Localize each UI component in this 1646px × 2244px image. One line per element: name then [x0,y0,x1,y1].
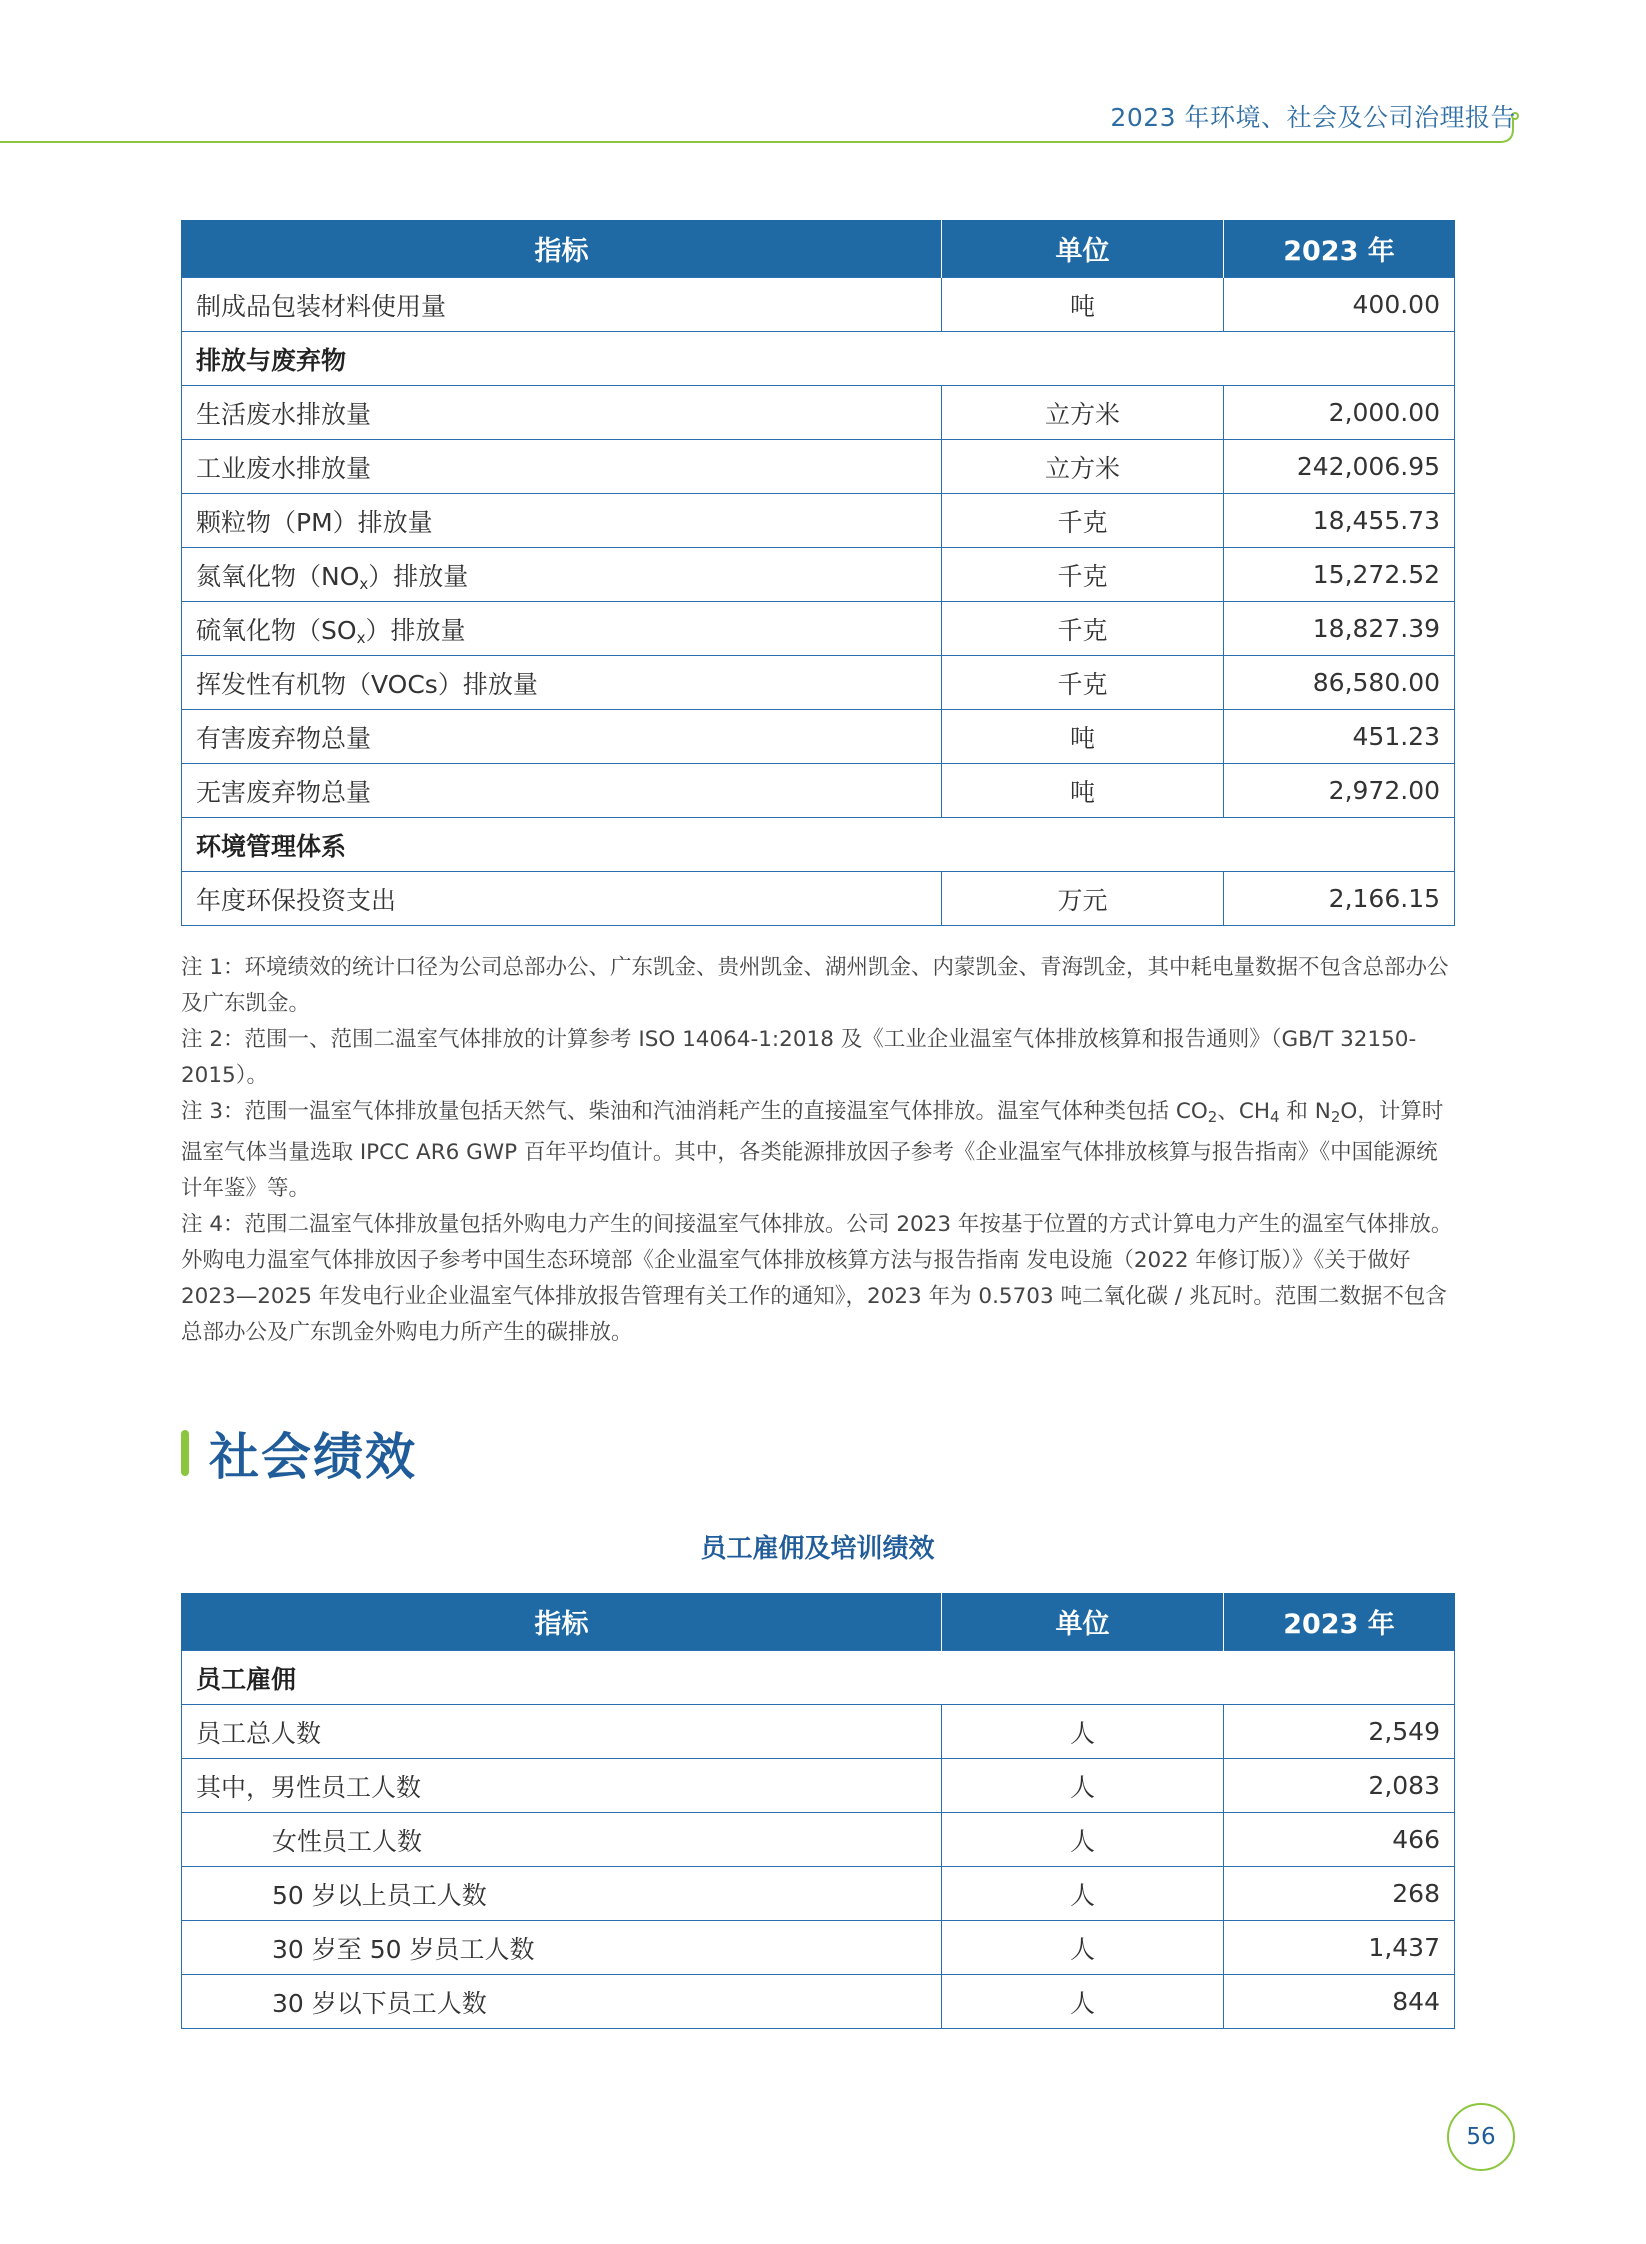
header-indicator: 指标 [182,220,942,278]
section-label: 环境管理体系 [182,818,1455,872]
environment-table [181,220,1455,926]
header-unit: 单位 [942,220,1224,278]
table-header-row [182,220,1455,278]
header-decoration [0,0,1646,170]
row-value: 2,000.00 [1224,386,1455,440]
section-heading [181,1425,417,1486]
row-unit: 吨 [942,710,1224,764]
row-label: 30 岁以下员工人数 [182,1975,942,2029]
table-row [182,1975,1455,2029]
table-row [182,872,1455,926]
row-value: 242,006.95 [1224,440,1455,494]
row-unit: 吨 [942,764,1224,818]
row-unit: 人 [942,1759,1224,1813]
row-unit: 千克 [942,494,1224,548]
row-label: 生活废水排放量 [182,386,942,440]
table-row [182,710,1455,764]
row-label: 颗粒物（PM）排放量 [182,494,942,548]
table-row [182,764,1455,818]
section-row [182,818,1455,872]
row-label: 有害废弃物总量 [182,710,942,764]
row-value: 844 [1224,1975,1455,2029]
row-value: 2,083 [1224,1759,1455,1813]
report-title: 2023 年环境、社会及公司治理报告 [1110,103,1516,132]
row-value: 2,972.00 [1224,764,1455,818]
note-4: 注 4：范围二温室气体排放量包括外购电力产生的间接温室气体排放。公司 2023 年按基于位置的方式计算电力产生的温室气体排放。外购电力温室气体排放因子参考中国生态环境部《企业温室气体排放核算方法与报告指南 发电设施（2022 年修订版）》《关于做好 2023—2025 年发电行业企业温室气体排放报告管理有关工作的通知》，2023 年为 0.5703 吨二氧化碳 / 兆瓦时。范围二数据不包含总部办公及广东凯金外购电力所产生的碳排放。 [181,1212,1453,1345]
row-unit: 人 [942,1921,1224,1975]
row-unit: 千克 [942,602,1224,656]
row-unit: 千克 [942,656,1224,710]
table-row [182,1921,1455,1975]
row-label: 女性员工人数 [182,1813,942,1867]
row-value: 1,437 [1224,1921,1455,1975]
table-row [182,656,1455,710]
table-row [182,386,1455,440]
note-2: 注 2：范围一、范围二温室气体排放的计算参考 ISO 14064-1:2018 及《工业企业温室气体排放核算和报告通则》（GB/T 32150-2015）。 [181,1027,1417,1088]
row-value: 466 [1224,1813,1455,1867]
table-row [182,1759,1455,1813]
note-1: 注 1：环境绩效的统计口径为公司总部办公、广东凯金、贵州凯金、湖州凯金、内蒙凯金、青海凯金，其中耗电量数据不包含总部办公及广东凯金。 [181,955,1449,1016]
section-accent-bar [181,1430,189,1476]
row-label: 制成品包装材料使用量 [182,278,942,332]
row-value: 18,827.39 [1224,602,1455,656]
row-value: 2,549 [1224,1705,1455,1759]
table-row [182,494,1455,548]
table-row [182,1705,1455,1759]
row-label: 氮氧化物$(NO_x)$排放量 [182,548,942,602]
row-label: 年度环保投资支出 [182,872,942,926]
row-unit: 吨 [942,278,1224,332]
section-row [182,1651,1455,1705]
section-row [182,332,1455,386]
table-row [182,548,1455,602]
row-value: 400.00 [1224,278,1455,332]
section-label: 员工雇佣 [182,1651,1455,1705]
table-row [182,1867,1455,1921]
row-unit: 万元 [942,872,1224,926]
row-value: 15,272.52 [1224,548,1455,602]
header-indicator: 指标 [182,1593,942,1651]
row-unit: 人 [942,1867,1224,1921]
row-unit: 千克 [942,548,1224,602]
row-value: 86,580.00 [1224,656,1455,710]
section-label: 排放与废弃物 [182,332,1455,386]
row-label: 挥发性有机物（VOCs）排放量 [182,656,942,710]
notes-block [181,950,1456,1351]
row-unit: 人 [942,1975,1224,2029]
row-label: 硫氧化物$(SO_x)$排放量 [182,602,942,656]
table-caption: 员工雇佣及培训绩效 [700,1534,935,1564]
row-label: 工业废水排放量 [182,440,942,494]
note-3: 注 3：范围一温室气体排放量包括天然气、柴油和汽油消耗产生的直接温室气体排放。温室气体种类包括 $CO_2$、$CH_4$ 和 $N_2O$，计算时温室气体当量选取 IPCC AR6 GWP 百年平均值计。其中，各类能源排放因子参考《企业温室气体排放核算与报告指南》《中国能源统计年鉴》等。 [181,1099,1444,1201]
row-unit: 人 [942,1705,1224,1759]
row-value: 18,455.73 [1224,494,1455,548]
page-number: 56 [1447,2103,1515,2171]
section-title: 社会绩效 [209,1428,417,1486]
table-row [182,440,1455,494]
header-year: 2023 年 [1224,1593,1455,1651]
row-unit: 立方米 [942,440,1224,494]
employment-table [181,1593,1455,2029]
table-row [182,1813,1455,1867]
table-row [182,278,1455,332]
table-row [182,602,1455,656]
row-unit: 立方米 [942,386,1224,440]
row-value: 451.23 [1224,710,1455,764]
header-year: 2023 年 [1224,220,1455,278]
row-label: 员工总人数 [182,1705,942,1759]
row-value: 268 [1224,1867,1455,1921]
header-unit: 单位 [942,1593,1224,1651]
table-header-row [182,1593,1455,1651]
row-label: 其中，男性员工人数 [182,1759,942,1813]
row-label: 30 岁至 50 岁员工人数 [182,1921,942,1975]
row-label: 无害废弃物总量 [182,764,942,818]
row-label: 50 岁以上员工人数 [182,1867,942,1921]
row-unit: 人 [942,1813,1224,1867]
row-value: 2,166.15 [1224,872,1455,926]
